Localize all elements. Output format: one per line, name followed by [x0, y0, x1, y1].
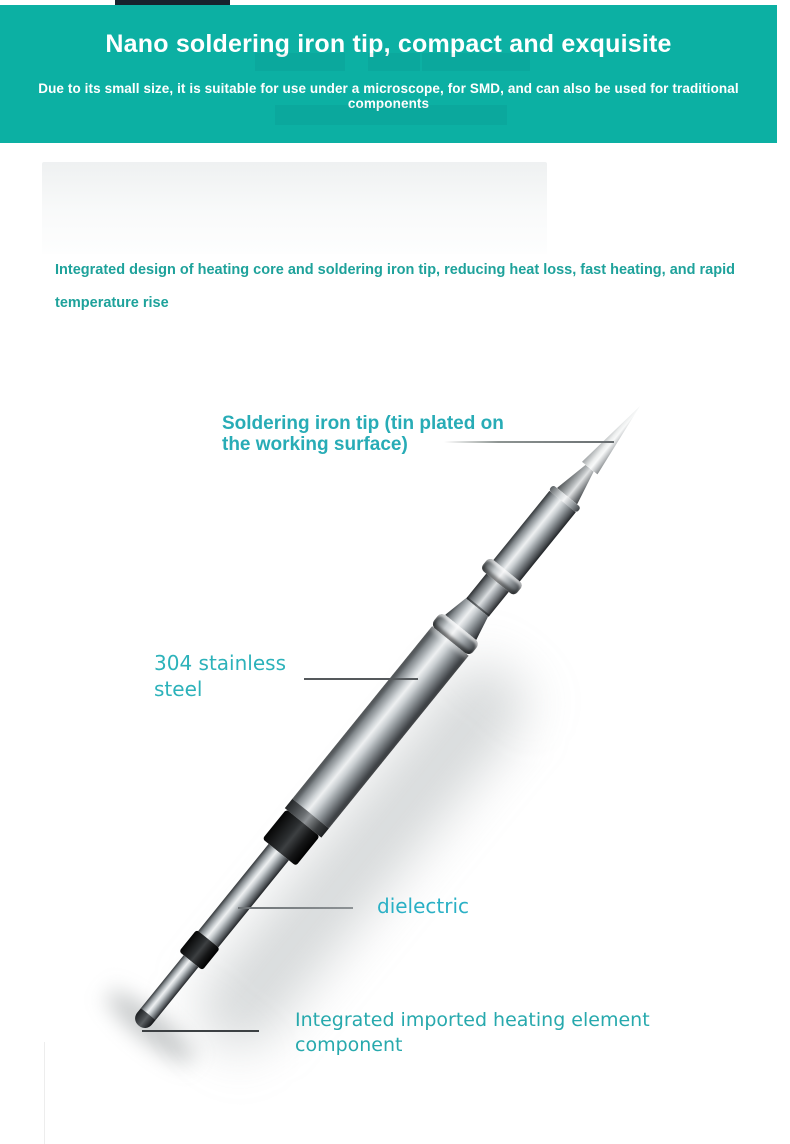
label-heater-line: component — [295, 1034, 403, 1056]
watermark-patch — [275, 105, 507, 125]
label-tip — [222, 413, 504, 455]
label-heater — [295, 1008, 650, 1058]
hero-banner — [0, 5, 777, 143]
page-title: Nano soldering iron tip, compact and exquisite — [105, 30, 672, 58]
callout-line-dielectric — [238, 907, 353, 909]
label-dielectric-line: dielectric — [377, 894, 470, 918]
page-subtitle: Due to its small size, it is suitable for use under a microscope, for SMD, and can also be used for traditional components — [38, 81, 739, 111]
label-steel-line: steel — [154, 677, 203, 701]
faded-image-placeholder — [42, 162, 547, 254]
intro-line: Integrated design of heating core and soldering iron tip, reducing heat loss, fast heating, and rapid — [55, 262, 735, 278]
watermark-patch — [422, 53, 530, 71]
label-steel-line: 304 stainless — [154, 651, 286, 675]
iron-heater-rod — [140, 955, 198, 1020]
label-tip-line: Soldering iron tip (tin plated on — [222, 413, 504, 434]
label-steel — [154, 650, 286, 702]
label-tip-line: the working surface) — [222, 434, 408, 455]
callout-line-heater — [142, 1030, 259, 1032]
watermark-patch — [255, 53, 345, 71]
intro-line: temperature rise — [55, 295, 169, 311]
callout-line-steel — [304, 678, 418, 680]
label-heater-line: Integrated imported heating element — [295, 1009, 650, 1031]
label-dielectric — [377, 894, 469, 918]
page-edge-line — [44, 1042, 45, 1144]
watermark-patch — [368, 53, 420, 71]
intro-text — [55, 254, 735, 320]
